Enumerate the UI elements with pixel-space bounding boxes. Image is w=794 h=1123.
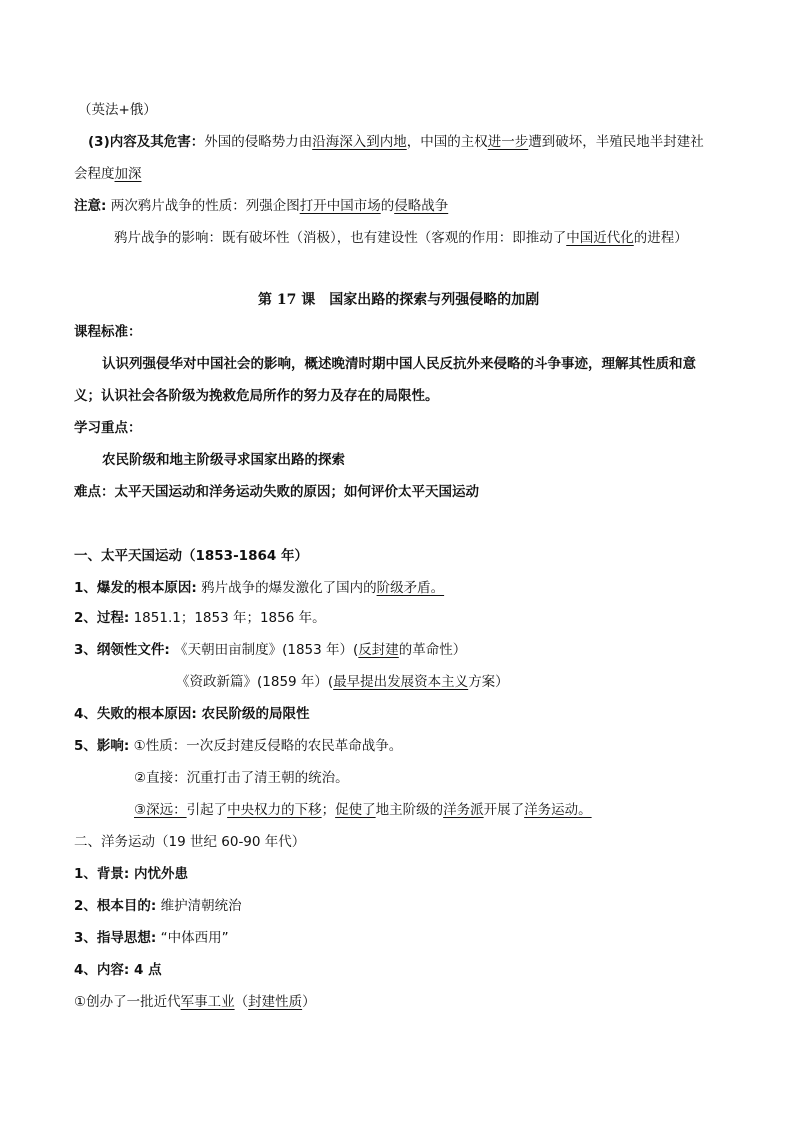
taiping-failure: 4、失败的根本原因: 农民阶级的局限性 — [74, 706, 310, 722]
standard-text-1: 认识列强侵华对中国社会的影响，概述晚清时期中国人民反抗外来侵略的斗争事迹，理解其性质和意 — [102, 356, 696, 372]
taiping-document-2: 《资政新篇》(1859 年）(最早提出发展资本主义方案） — [176, 674, 509, 690]
yangwu-heading: 二、洋务运动（19 世纪 60-90 年代） — [74, 834, 306, 850]
prev-line-1: （英法+俄） — [78, 102, 157, 118]
taiping-heading: 一、太平天国运动（1853-1864 年） — [74, 548, 308, 564]
prev-content-line-2: 会程度加深 — [74, 166, 142, 182]
yangwu-content-label: 4、内容: 4 点 — [74, 962, 162, 978]
taiping-impact-2: ②直接：沉重打击了清王朝的统治。 — [134, 770, 349, 786]
lesson-title: 第 17 课 国家出路的探索与列强侵略的加剧 — [258, 292, 540, 308]
yangwu-goal: 2、根本目的: 维护清朝统治 — [74, 898, 242, 914]
taiping-impact-3: ③深远：引起了中央权力的下移；促使了地主阶级的洋务派开展了洋务运动。 — [134, 802, 592, 818]
standard-label: 课程标准： — [74, 324, 142, 340]
taiping-impact-1: 5、影响: ①性质：一次反封建反侵略的农民革命战争。 — [74, 738, 403, 754]
standard-text-2: 义；认识社会各阶级为挽救危局所作的努力及存在的局限性。 — [74, 388, 439, 404]
yangwu-idea: 3、指导思想: “中体西用” — [74, 930, 229, 946]
prev-note-line: 注意: 两次鸦片战争的性质：列强企图打开中国市场的侵略战争 — [74, 198, 449, 214]
focus-text: 农民阶级和地主阶级寻求国家出路的探索 — [102, 452, 345, 468]
yangwu-item-1: ①创办了一批近代军事工业（封建性质） — [74, 994, 316, 1010]
taiping-document-1: 3、纲领性文件: 《天朝田亩制度》(1853 年）(反封建的革命性） — [74, 642, 467, 658]
prev-influence-line: 鸦片战争的影响：既有破坏性（消极），也有建设性（客观的作用：即推动了中国近代化的进程） — [114, 230, 688, 246]
yangwu-background: 1、背景: 内忧外患 — [74, 866, 188, 882]
focus-label: 学习重点： — [74, 420, 142, 436]
taiping-process: 2、过程: 1851.1；1853 年；1856 年。 — [74, 610, 326, 626]
prev-content-line: (3)内容及其危害：外国的侵略势力由沿海深入到内地，中国的主权进一步遭到破坏，半殖民地半封建社 — [88, 134, 704, 150]
difficulty-text: 难点：太平天国运动和洋务运动失败的原因；如何评价太平天国运动 — [74, 484, 479, 500]
taiping-cause: 1、爆发的根本原因: 鸦片战争的爆发激化了国内的阶级矛盾。 — [74, 580, 445, 596]
